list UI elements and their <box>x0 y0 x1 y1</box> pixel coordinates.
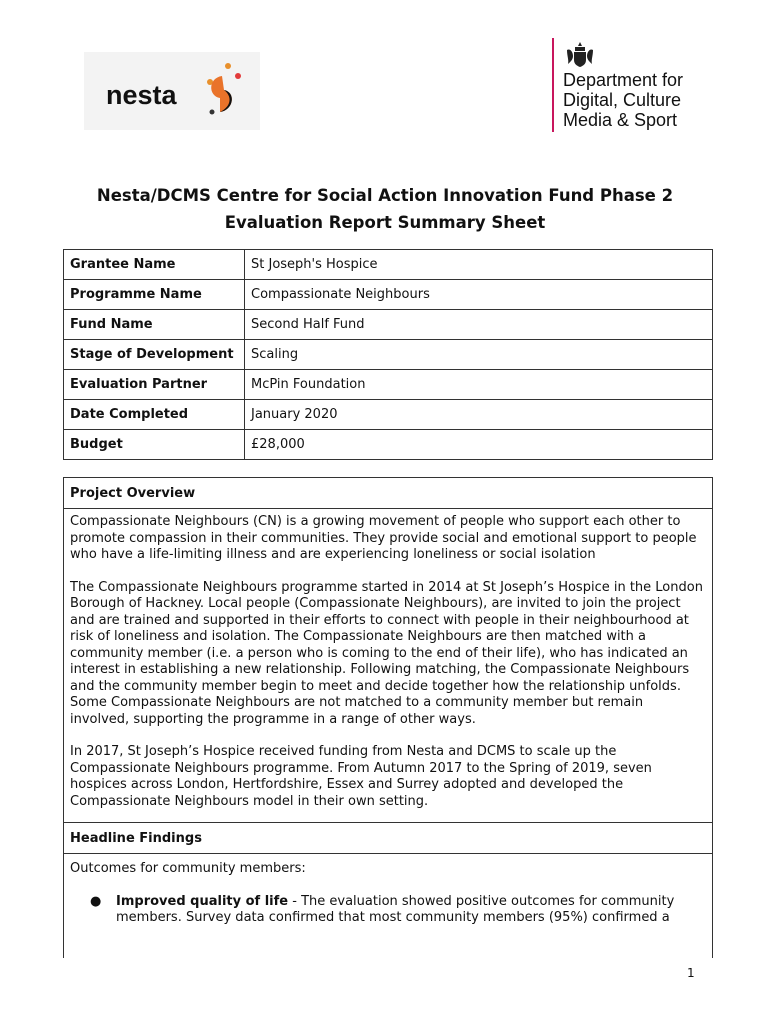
evaluation-partner-value: McPin Foundation <box>245 370 713 400</box>
nesta-logo-mark-icon <box>202 62 248 118</box>
date-completed-value: January 2020 <box>245 400 713 430</box>
overview-paragraph-2: The Compassionate Neighbours programme started in 2014 at St Joseph’s Hospice in the London Borough of Hackney. Local people (Compassionate Neighbours), are invited to join the project and are trained and supported in their efforts to connect with people in their neighbourhood at risk of loneliness and isolation. The Compassionate Neighbours are then matched with a community member (i.e. a person who is coming to the end of their life), who has indicated an interest in establishing a new relationship. Following matching, the Compassionate Neighbours and the community member begin to meet and decide together how the relationship unfolds. Some Compassionate Neighbours are not matched to a community member but remain involved, supporting the programme in a range of other ways. <box>70 579 703 727</box>
stage-label: Stage of Development <box>64 340 245 370</box>
programme-name-label: Programme Name <box>64 280 245 310</box>
fund-name-value: Second Half Fund <box>245 310 713 340</box>
grantee-name-value: St Joseph's Hospice <box>245 250 713 280</box>
budget-label: Budget <box>64 430 245 460</box>
grantee-name-label: Grantee Name <box>64 250 245 280</box>
table-row <box>64 310 713 340</box>
dcms-line-3: Media & Sport <box>563 110 678 130</box>
project-overview-heading: Project Overview <box>64 478 712 509</box>
project-overview-box <box>63 477 713 958</box>
nesta-logo-text: nesta <box>106 80 177 110</box>
document-title-line-1: Nesta/DCMS Centre for Social Action Innovation Fund Phase 2 <box>96 186 674 205</box>
findings-intro: Outcomes for community members: <box>70 861 306 876</box>
document-title-line-2: Evaluation Report Summary Sheet <box>224 213 546 232</box>
project-overview-body <box>64 509 712 822</box>
bullet-title: Improved quality of life <box>116 893 289 909</box>
bullet-icon: ● <box>90 893 102 909</box>
dcms-name <box>563 70 683 130</box>
programme-name-value: Compassionate Neighbours <box>245 280 713 310</box>
bullet-text: - The evaluation showed positive outcomes for community members. Survey data confirmed that most community members (95%) confirmed a <box>116 893 675 925</box>
table-row <box>64 250 713 280</box>
list-item <box>70 894 706 927</box>
budget-value: £28,000 <box>245 430 713 460</box>
dcms-accent-bar <box>552 38 554 132</box>
page-number: 1 <box>687 966 695 980</box>
headline-findings-body <box>64 854 712 927</box>
royal-crest-icon <box>564 40 596 68</box>
table-row <box>64 430 713 460</box>
dcms-line-2: Digital, Culture <box>563 90 682 110</box>
evaluation-partner-label: Evaluation Partner <box>64 370 245 400</box>
table-row <box>64 280 713 310</box>
dcms-line-1: Department for <box>563 70 684 90</box>
stage-value: Scaling <box>245 340 713 370</box>
overview-paragraph-1: Compassionate Neighbours (CN) is a growing movement of people who support each other to promote compassion in their communities. They provide social and emotional support to people who have a life-limiting illness and are experiencing loneliness or social isolation <box>70 514 697 562</box>
summary-table <box>63 249 713 460</box>
fund-name-label: Fund Name <box>64 310 245 340</box>
headline-findings-heading: Headline Findings <box>64 822 712 854</box>
table-row <box>64 370 713 400</box>
table-row <box>64 400 713 430</box>
table-row <box>64 340 713 370</box>
date-completed-label: Date Completed <box>64 400 245 430</box>
nesta-logo <box>84 52 260 130</box>
overview-paragraph-3: In 2017, St Joseph’s Hospice received funding from Nesta and DCMS to scale up the Compassionate Neighbours programme. From Autumn 2017 to the Spring of 2019, seven hospices across London, Hertfordshire, Essex and Surrey adopted and developed the Compassionate Neighbours model in their own setting. <box>70 744 652 809</box>
